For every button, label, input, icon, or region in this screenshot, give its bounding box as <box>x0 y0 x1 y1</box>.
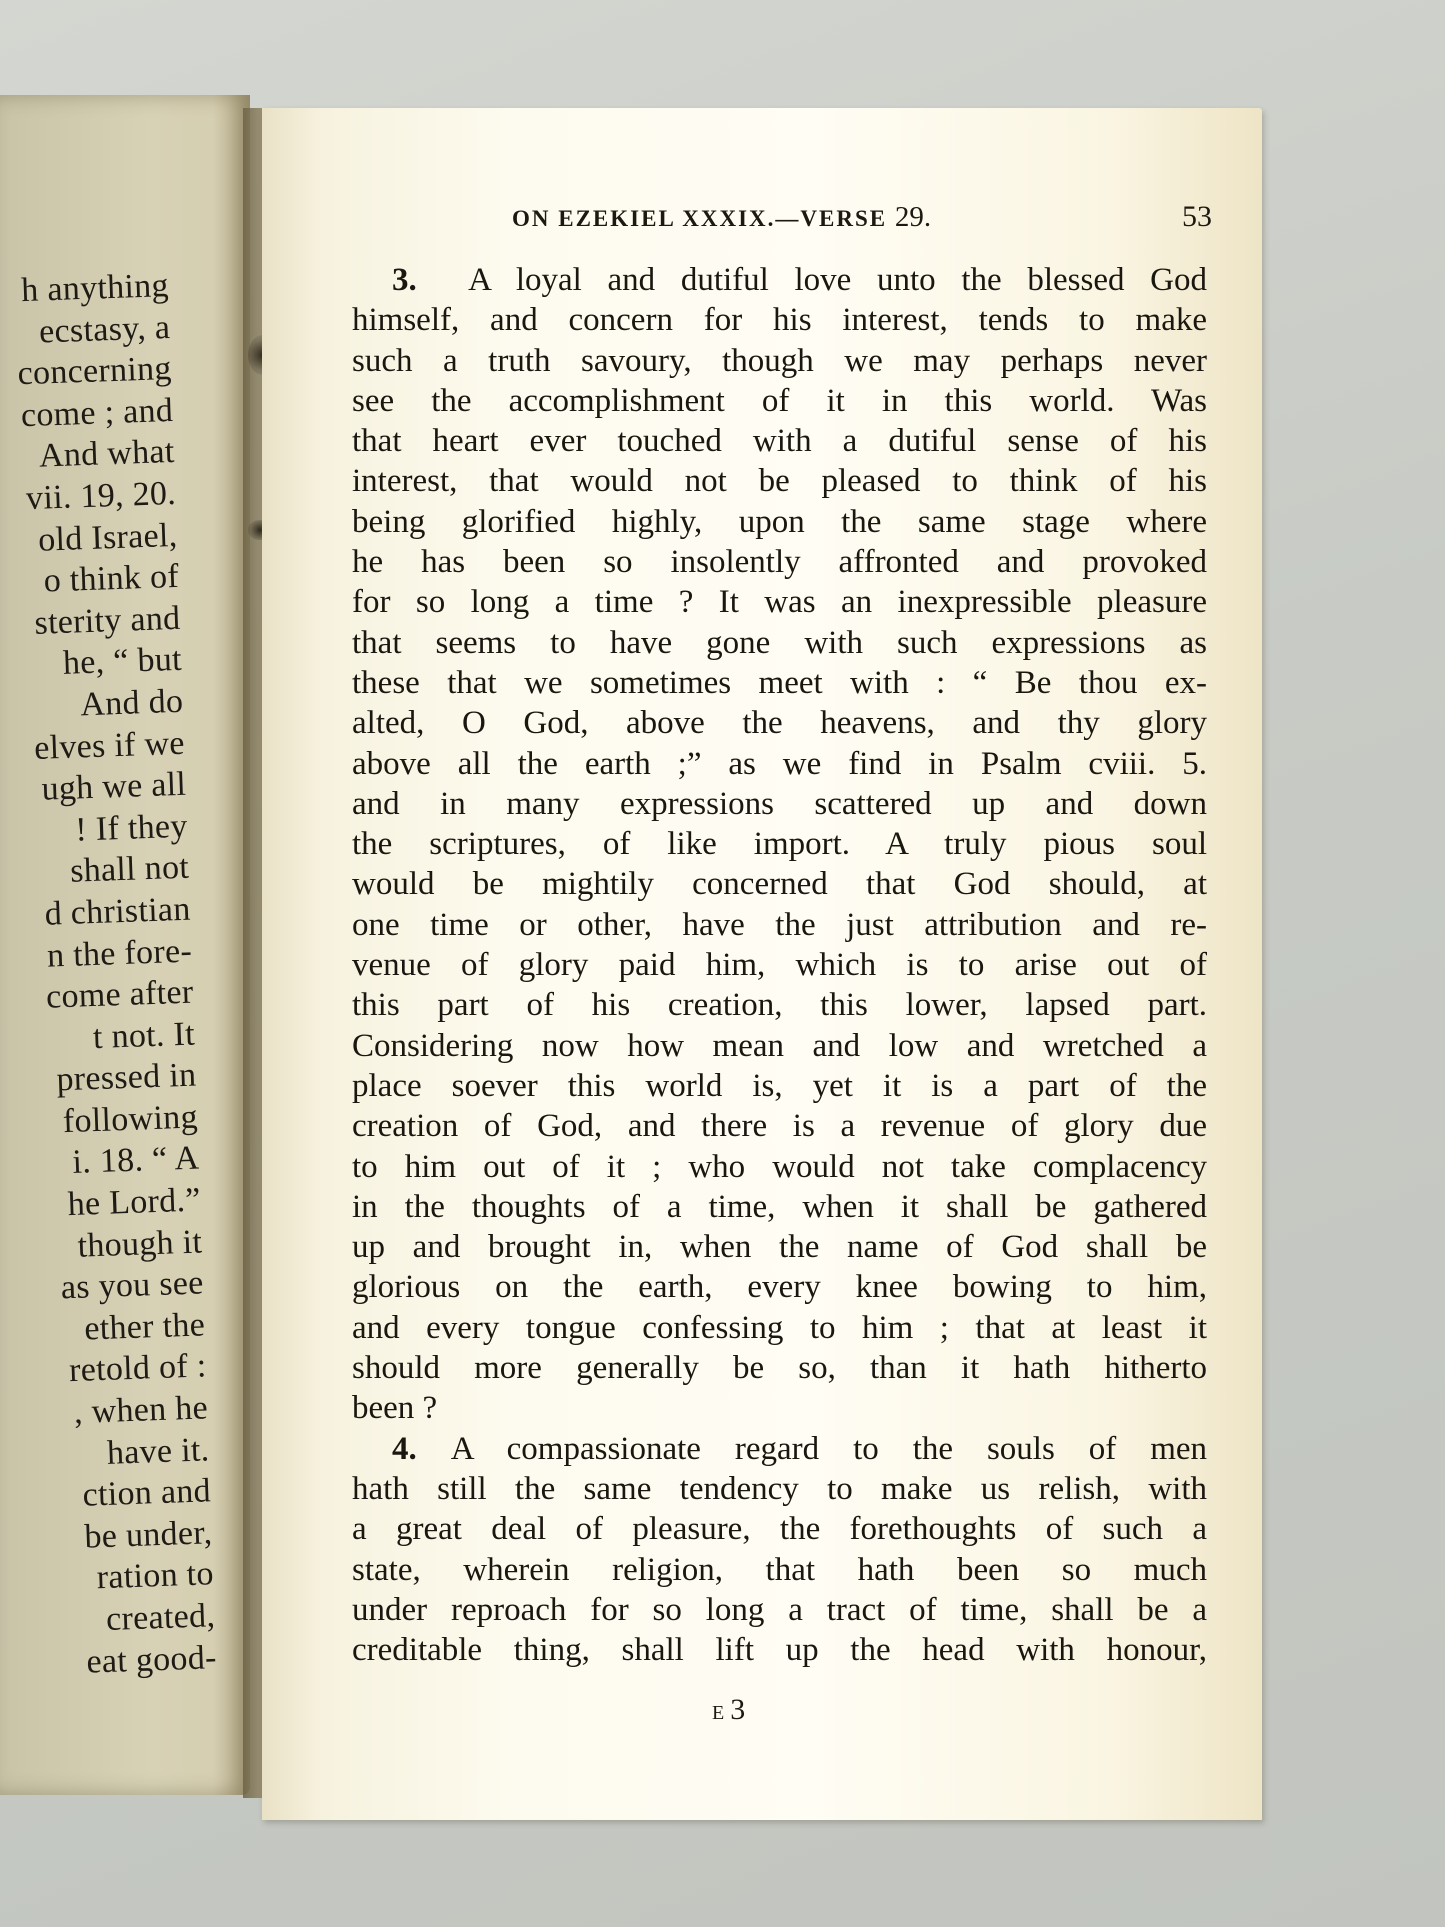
paragraph-4-line: 4. A compassionate regard to the souls of men <box>392 1430 1208 1467</box>
left-line: as you see <box>60 1264 205 1307</box>
left-line: ecstasy, a <box>38 308 171 351</box>
paragraph-3-line: he has been so insolently affronted and provoked <box>352 544 1207 581</box>
left-line: , when he <box>73 1389 209 1431</box>
left-line: following <box>62 1098 199 1141</box>
paragraph-3-line: for so long a time ? It was an inexpressible pleasure <box>352 584 1207 621</box>
paragraph-3-line: should more generally be so, than it hath hitherto <box>352 1350 1207 1387</box>
paragraph-4-line: creditable thing, shall lift up the head with honour, <box>352 1632 1207 1669</box>
left-line: ugh we all <box>40 765 187 808</box>
left-line: he Lord.” <box>67 1181 202 1224</box>
paragraph-4-line: under reproach for so long a tract of time, shall be a <box>352 1591 1207 1628</box>
left-line: retold of : <box>68 1347 208 1390</box>
left-line: n the fore- <box>46 932 193 975</box>
paragraph-3-line: Considering now how mean and low and wretched a <box>352 1027 1207 1064</box>
left-line: have it. <box>106 1430 211 1472</box>
left-line: come after <box>45 973 195 1016</box>
paragraph-3-line: been ? <box>352 1390 438 1427</box>
paragraph-number: 4. <box>392 1430 417 1467</box>
paragraph-3-line: would be mightily concerned that God should, at <box>352 866 1207 903</box>
verse-number: 29. <box>894 201 932 233</box>
paragraph-3-line: creation of God, and there is a revenue of glory due <box>352 1108 1207 1145</box>
left-line: pressed in <box>55 1056 197 1099</box>
left-line: eat good- <box>85 1638 218 1681</box>
running-head <box>512 200 1212 234</box>
left-line: shall not <box>69 848 190 891</box>
left-line: come ; and <box>20 391 174 434</box>
signature-letter: E <box>712 1702 731 1724</box>
left-line: h anything <box>20 266 170 310</box>
paragraph-3-line: in the thoughts of a time, when it shall be gathered <box>352 1188 1207 1225</box>
left-line: i. 18. “ A <box>71 1139 200 1182</box>
paragraph-3-line: that heart ever touched with a dutiful sense of his <box>352 423 1207 460</box>
paragraph-3-line: place soever this world is, yet it is a part of the <box>352 1067 1207 1104</box>
running-title-text: ON EZEKIEL XXXIX.—VERSE <box>512 206 888 231</box>
running-title <box>512 201 931 234</box>
paragraph-3-line: 3. A loyal and dutiful love unto the blessed God <box>392 262 1208 298</box>
left-line: o think of <box>43 557 180 600</box>
paragraph-number: 3. <box>392 262 417 298</box>
paragraph-3-line: venue of glory paid him, which is to arise out of <box>352 947 1207 984</box>
paragraph-3-line: up and brought in, when the name of God shall be <box>352 1229 1207 1266</box>
left-line: ction and <box>81 1472 212 1514</box>
left-line: d christian <box>44 890 192 933</box>
paragraph-3-line: one time or other, have the just attribution and re- <box>352 906 1207 943</box>
left-line: created, <box>105 1597 216 1638</box>
left-page-text <box>0 265 217 1687</box>
paragraph-3-line: and in many expressions scattered up and down <box>352 785 1207 822</box>
paragraph-3-line: this part of his creation, this lower, lapsed part. <box>352 987 1207 1024</box>
paragraph-3-line: and every tongue confessing to him ; that at least it <box>352 1309 1207 1346</box>
paragraph-4-line: hath still the same tendency to make us relish, with <box>352 1470 1207 1507</box>
left-line: ! If they <box>74 807 189 849</box>
left-line: And do <box>79 682 184 724</box>
paragraph-3-line: glorious on the earth, every knee bowing to him, <box>352 1269 1207 1306</box>
paragraph-3-line: above all the earth ;” as we find in Psalm cviii. 5. <box>352 745 1207 782</box>
paragraph-3-line: interest, that would not be pleased to think of his <box>352 463 1207 500</box>
signature-number: 3 <box>730 1693 750 1726</box>
paragraph-3-line: these that we sometimes meet with : “ Be thou ex- <box>352 664 1207 701</box>
paragraph-3-line: being glorified highly, upon the same stage where <box>352 503 1207 540</box>
left-line: vii. 19, 20. <box>25 474 177 518</box>
paragraph-3-line: that seems to have gone with such expressions as <box>352 624 1207 661</box>
paragraph-4-line: a great deal of pleasure, the forethoughts of such a <box>352 1511 1207 1548</box>
left-line: concerning <box>17 350 173 393</box>
left-line: though it <box>76 1223 203 1265</box>
left-line: t not. It <box>92 1015 196 1056</box>
left-line: sterity and <box>33 599 181 642</box>
left-line: be under, <box>83 1514 213 1556</box>
left-page <box>0 95 250 1795</box>
signature-mark <box>712 1693 749 1727</box>
paragraph-3-line: himself, and concern for his interest, tends to make <box>352 302 1207 339</box>
page-body <box>352 260 1207 1670</box>
paragraph-3-line: the scriptures, of like import. A truly pious soul <box>352 826 1207 863</box>
page-number: 53 <box>1182 200 1212 233</box>
paragraph-3-line: alted, O God, above the heavens, and thy glory <box>352 705 1207 742</box>
right-page <box>262 108 1262 1820</box>
left-line: ration to <box>96 1555 215 1597</box>
paragraph-3-line: see the accomplishment of it in this world. Was <box>352 382 1207 419</box>
paragraph-3-line: such a truth savoury, though we may perhaps never <box>352 342 1207 379</box>
left-line: And what <box>38 433 176 475</box>
left-line: old Israel, <box>37 516 179 559</box>
paragraph-3-line: to him out of it ; who would not take complacency <box>352 1148 1207 1185</box>
left-line: he, “ but <box>62 641 183 683</box>
left-line: ether the <box>83 1306 206 1348</box>
paragraph-4-line: state, wherein religion, that hath been so much <box>352 1551 1207 1588</box>
left-line: elves if we <box>33 724 186 767</box>
